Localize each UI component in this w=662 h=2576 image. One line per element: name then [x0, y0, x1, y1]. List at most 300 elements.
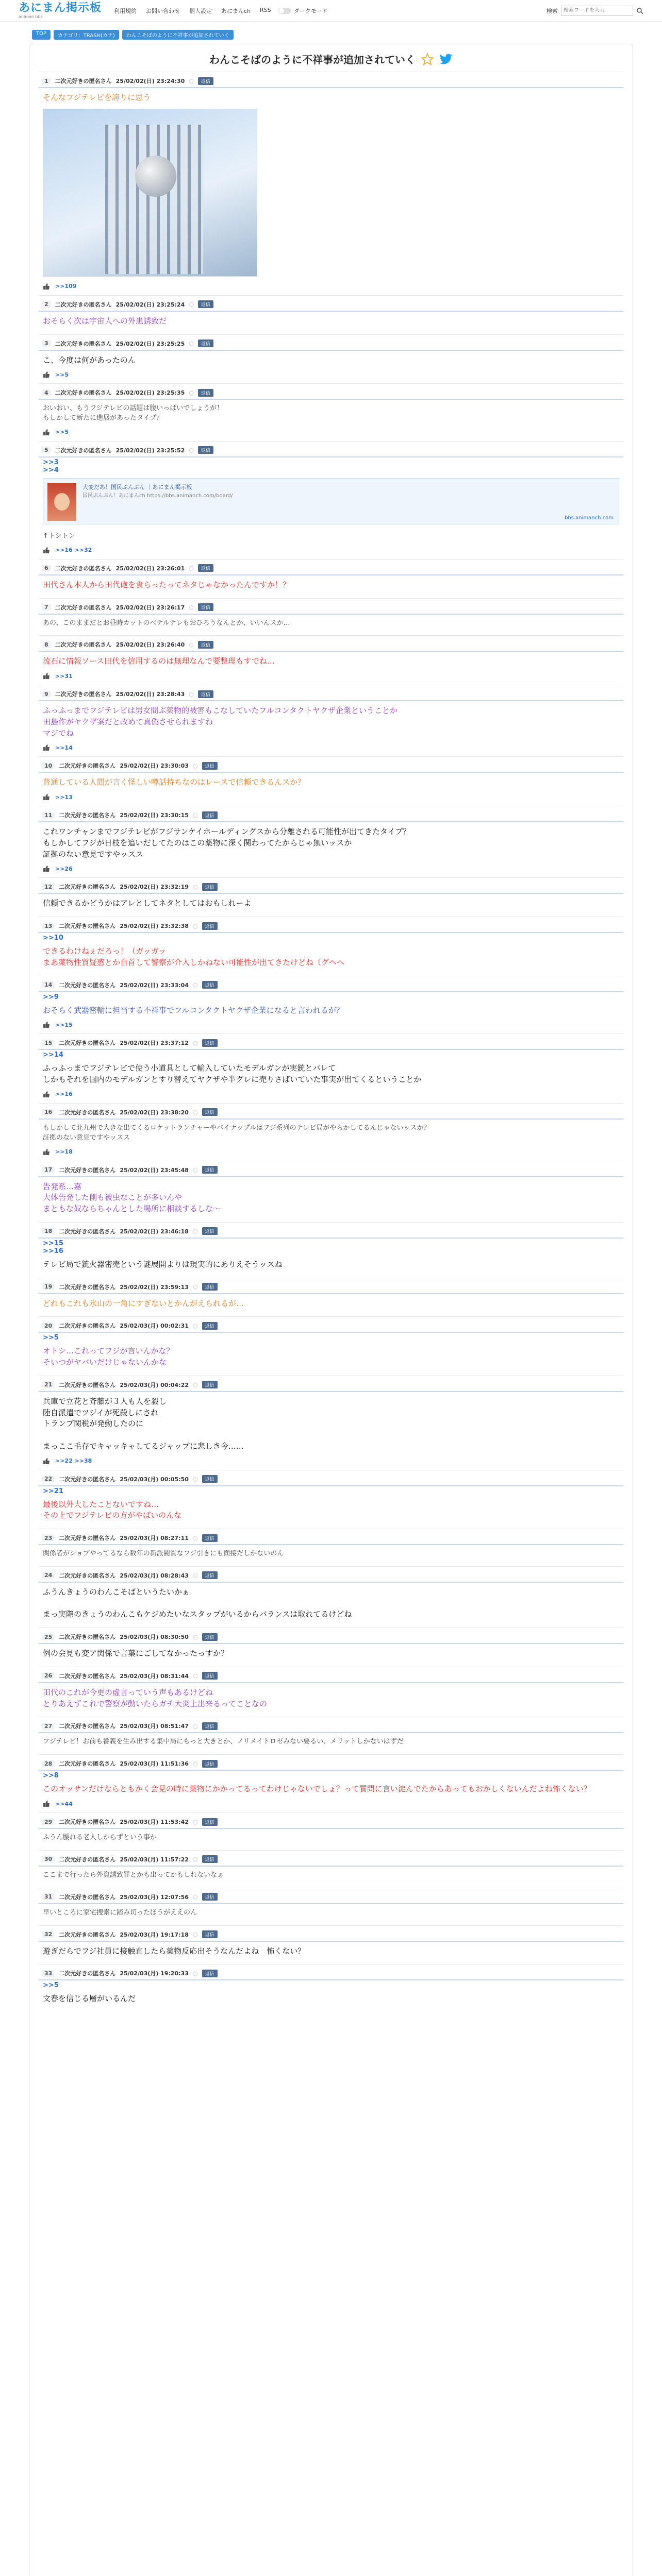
thumbs-up-icon[interactable]	[43, 283, 50, 290]
post-date: 25/02/03(月) 11:51:36	[120, 1760, 189, 1768]
reply-links[interactable]: >>16 >>32	[55, 547, 92, 554]
reply-button[interactable]: 返信	[202, 1166, 218, 1174]
post-body: 信頼できるかどうかはアレとしてネタとしてはおもしれーよ	[43, 899, 252, 908]
post-date: 25/02/03(月) 08:27:11	[120, 1535, 189, 1542]
reply-count-icon: ○	[192, 1572, 198, 1579]
post-number[interactable]: 25	[42, 1634, 55, 1640]
reply-button[interactable]: 返信	[198, 603, 213, 611]
post-number[interactable]: 21	[42, 1381, 55, 1388]
reply-count-icon: ○	[189, 340, 194, 347]
post-author: 二次元好きの匿名さん	[59, 1760, 116, 1768]
post-number[interactable]: 30	[42, 1856, 55, 1862]
post-date: 25/02/02(日) 23:25:25	[115, 340, 185, 347]
post-footer	[39, 862, 623, 872]
post-body: ↑トシトン	[43, 532, 75, 540]
post-body: ふうんきょうのわんこそばというたいかぁ まっ実際のきょうのわんこもケジめたいなスタップがいるからバランスは取れてるけどね	[43, 1587, 352, 1619]
post-author: 二次元好きの匿名さん	[59, 1856, 116, 1863]
thumbs-up-icon[interactable]	[43, 865, 50, 872]
post-author: 二次元好きの匿名さん	[59, 1819, 116, 1825]
post	[39, 1161, 623, 1222]
reply-count-icon: ○	[192, 1931, 198, 1938]
post-header	[39, 810, 623, 820]
post-header	[39, 980, 623, 990]
post-author: 二次元好きの匿名さん	[59, 1572, 116, 1579]
post-author: 二次元好きの匿名さん	[55, 604, 112, 611]
post-footer	[39, 1145, 623, 1156]
post	[39, 685, 623, 756]
post	[39, 1316, 623, 1376]
nav-terms[interactable]: 利用規約	[114, 7, 137, 14]
post-body: 関係者がショプやってるなら数年の新派閥質なフジ引きにも面接だしかないのん	[43, 1550, 284, 1558]
post	[39, 334, 623, 384]
reply-button[interactable]: 返信	[202, 1283, 218, 1291]
reply-links[interactable]: >>15	[55, 1021, 73, 1028]
reply-links[interactable]: >>13	[55, 793, 73, 801]
breadcrumb-thread[interactable]: わんこそばのように不祥事が追加されていく	[122, 30, 234, 40]
post-body: 早いところに家宅捜索に踏み切ったほうがええのん	[43, 1908, 197, 1917]
reply-count-icon: ○	[192, 1856, 198, 1863]
reply-anchor[interactable]: >>21	[43, 1487, 63, 1495]
post	[39, 877, 623, 917]
post-header	[39, 1108, 623, 1117]
reply-count-icon: ○	[192, 1039, 198, 1046]
reply-count-icon: ○	[189, 604, 194, 611]
reply-button[interactable]: 返信	[198, 446, 213, 454]
post-date: 25/02/03(月) 08:30:50	[120, 1634, 189, 1641]
thumbs-up-icon[interactable]	[43, 744, 50, 751]
post-date: 25/02/02(日) 23:30:15	[120, 812, 189, 819]
post-author: 二次元好きの匿名さん	[59, 1040, 116, 1047]
post-date: 25/02/03(月) 08:51:47	[120, 1723, 189, 1730]
post-body: このオッサンだけならともかく会見の時に薬物にかかってるってわけじゃないでしょ？って質問に言い淀んでたからあってもおかしくないんだよね怖くない？	[43, 1784, 591, 1794]
post	[39, 806, 623, 877]
post-author: 二次元好きの匿名さん	[59, 1476, 116, 1483]
post	[39, 1470, 623, 1529]
post-number[interactable]: 4	[42, 389, 51, 396]
post-author: 二次元好きの匿名さん	[59, 1893, 116, 1901]
post	[39, 1717, 623, 1754]
reply-button[interactable]: 返信	[202, 1722, 218, 1730]
post-author: 二次元好きの匿名さん	[55, 78, 112, 84]
reply-button[interactable]: 返信	[202, 1227, 218, 1235]
logo-subtext: animan bbs	[19, 14, 43, 19]
reply-anchor[interactable]: >>8	[43, 1772, 59, 1780]
post-date: 25/02/03(月) 11:57:22	[120, 1856, 189, 1863]
search-icon[interactable]	[636, 7, 643, 14]
reply-button[interactable]: 返信	[202, 1818, 218, 1826]
reply-button[interactable]: 返信	[202, 811, 218, 819]
reply-button[interactable]: 返信	[202, 1039, 218, 1047]
post-author: 二次元好きの匿名さん	[55, 340, 112, 347]
post-date: 25/02/03(月) 12:07:56	[120, 1893, 189, 1901]
post-number[interactable]: 20	[42, 1323, 55, 1329]
post-body: ふうん腰れる老人しからずという事か	[43, 1834, 157, 1841]
post-number[interactable]: 6	[42, 565, 51, 571]
post-number[interactable]: 28	[42, 1760, 55, 1767]
post-date: 25/02/02(日) 23:32:19	[120, 884, 189, 891]
post	[39, 976, 623, 1034]
post-number[interactable]: 12	[42, 884, 55, 890]
post-author: 二次元好きの匿名さん	[59, 1166, 116, 1174]
dark-mode-toggle-wrap	[278, 7, 328, 15]
reply-button[interactable]: 返信	[202, 1108, 218, 1116]
post-body: できるわけねぇだろっ！（ガッガッ まあ薬物性質疑惑とか自首して警察が介入しかねない可能性が出てきたけどね（グヘヘ	[43, 946, 345, 967]
post-number[interactable]: 15	[42, 1040, 55, 1046]
post-header	[39, 1038, 623, 1047]
site-logo[interactable]	[19, 2, 102, 20]
post-author: 二次元好きの匿名さん	[59, 762, 116, 770]
reply-button[interactable]: 返信	[202, 922, 218, 930]
reply-links[interactable]: >>16	[55, 1091, 73, 1098]
post-body: 兵庫で立花と斉藤が３人も人を殺し 陸自派遣でツジイが死殺しにされ トランプ関税が発動したのに まっここ毛存でキャッキャしてるジャップに悲しき今……	[43, 1396, 244, 1451]
post-body: 遊ぎだらでフジ社員に接触直したら薬物反応出そうなんだよね 怖くない？	[43, 1946, 306, 1956]
post	[39, 441, 623, 559]
link-preview-card[interactable]	[43, 478, 619, 524]
site-header	[0, 0, 662, 22]
post-author: 二次元好きの匿名さん	[59, 1723, 116, 1730]
reply-count-icon: ○	[192, 1760, 198, 1767]
post	[39, 1964, 623, 2012]
post	[39, 756, 623, 806]
post-number[interactable]: 26	[42, 1672, 55, 1679]
post-number[interactable]: 17	[42, 1166, 55, 1173]
reply-links[interactable]: >>5	[55, 429, 69, 436]
post-author: 二次元好きの匿名さん	[59, 1931, 116, 1938]
post	[39, 295, 623, 334]
post-header	[39, 1227, 623, 1236]
thread-title-row	[39, 44, 623, 72]
thumbs-up-icon[interactable]	[43, 547, 50, 554]
post-date: 25/02/02(日) 23:24:30	[115, 78, 185, 84]
search-label: 検索	[547, 7, 558, 14]
reply-count-icon: ○	[189, 77, 194, 84]
post-body: 普通している人間が言く怪しい噂話持ちなのはレースで信頼できるんスか？	[43, 777, 306, 787]
reply-count-icon: ○	[192, 1322, 198, 1329]
post-date: 25/02/03(月) 08:31:44	[120, 1672, 189, 1680]
post-body: 例の会見も変ア関係で言葉にごしてなかったっすか？	[43, 1649, 229, 1658]
post-header	[39, 640, 623, 649]
reply-links[interactable]: >>18	[55, 1148, 73, 1156]
twitter-share-icon[interactable]	[439, 54, 453, 65]
post-number[interactable]: 9	[42, 691, 51, 698]
reply-links[interactable]: >>26	[55, 865, 73, 872]
post-body: おそらく次は宇宙人への外患誘致だ	[43, 316, 167, 326]
reply-button[interactable]: 返信	[198, 300, 213, 308]
reply-count-icon: ○	[192, 762, 198, 769]
post-body: 田代のこれが今更の虚言っていう声もあるけどね とりあえずこれで警察が動いたらガチ大炎上出来るってことなの	[43, 1687, 268, 1708]
post-date: 25/02/02(日) 23:25:35	[115, 389, 185, 397]
post-date: 25/02/02(日) 23:32:38	[120, 923, 189, 930]
post-date: 25/02/03(月) 00:02:31	[120, 1323, 189, 1330]
reply-anchor[interactable]: >>5	[43, 1334, 59, 1342]
reply-count-icon: ○	[192, 1166, 198, 1174]
page-title: わんこそばのように不祥事が追加されていく	[209, 54, 416, 66]
post-body: ふっふっまでフジテレビで使う小道具として輸入していたモデルガンが実銃とバレて しかもそれを国内のモデルガンとすり替えてヤクザや半グレに売りさばいていた事実が出てくるということか	[43, 1063, 422, 1084]
reply-button[interactable]: 返信	[202, 1760, 218, 1768]
post-header	[39, 1759, 623, 1768]
post-number[interactable]: 22	[42, 1476, 55, 1482]
post-author: 二次元好きの匿名さん	[59, 1323, 116, 1330]
reply-count-icon: ○	[192, 1722, 198, 1730]
nav-settings[interactable]: 個人設定	[189, 7, 212, 14]
post	[39, 1103, 623, 1161]
post-body: テレビ局で銃火器密売という謎展開よりは現実的にありえそうッスね	[43, 1259, 283, 1269]
post-number[interactable]: 23	[42, 1535, 55, 1541]
post-body: 告発系…嘉 大体告発した側も被虫なことが多いんや まともな奴ならちゃんとした場所に相談するしな～	[43, 1181, 221, 1214]
link-title: 大変だあ！国民ぷんぷん ｜あにまん掲示板	[82, 483, 192, 490]
post-header	[39, 921, 623, 930]
reply-button[interactable]: 返信	[198, 77, 213, 85]
breadcrumb-top[interactable]: TOP	[32, 30, 51, 40]
post-author: 二次元好きの匿名さん	[59, 1381, 116, 1388]
reply-anchor[interactable]: >>3 >>4	[43, 458, 59, 474]
reply-links[interactable]: >>31	[55, 672, 73, 680]
post-header	[39, 1721, 623, 1731]
reply-count-icon: ○	[192, 1283, 198, 1291]
post	[39, 383, 623, 441]
post-footer	[39, 1088, 623, 1098]
thumbs-up-icon[interactable]	[43, 793, 50, 801]
post-header	[39, 1571, 623, 1580]
post-number[interactable]: 5	[42, 447, 51, 453]
post-header	[39, 1855, 623, 1864]
reply-button[interactable]: 返信	[202, 1970, 218, 1977]
reply-button[interactable]: 返信	[202, 1855, 218, 1863]
post-header	[39, 1380, 623, 1389]
reply-links[interactable]: >>44	[55, 1800, 73, 1807]
reply-button[interactable]: 返信	[202, 1672, 218, 1680]
reply-button[interactable]: 返信	[198, 564, 213, 572]
post-date: 25/02/02(日) 23:26:17	[115, 604, 185, 611]
reply-count-icon: ○	[192, 981, 198, 989]
post-number[interactable]: 13	[42, 923, 55, 929]
post-header	[39, 1632, 623, 1641]
post-footer	[39, 790, 623, 801]
post	[39, 635, 623, 685]
post-date: 25/02/02(日) 23:59:13	[120, 1283, 189, 1291]
post-date: 25/02/02(日) 23:28:43	[115, 691, 185, 698]
post-image[interactable]	[43, 109, 257, 277]
post	[39, 917, 623, 976]
post-number[interactable]: 1	[42, 78, 51, 84]
reply-button[interactable]: 返信	[202, 981, 218, 989]
post-header	[39, 388, 623, 397]
post-body: 文春を信じる層がいるんだ	[43, 1994, 136, 2004]
post-author: 二次元好きの匿名さん	[55, 691, 112, 698]
thumbs-up-icon[interactable]	[43, 371, 50, 378]
breadcrumb-category[interactable]: カテゴリ：TRASH(カテ)	[54, 30, 119, 40]
reply-anchor[interactable]: >>9	[43, 993, 59, 1001]
post-body: 流石に情報ソース田代を信用するのは無理なんで要整理もすでね…	[43, 656, 275, 666]
search-input[interactable]	[561, 6, 633, 16]
post-author: 二次元好きの匿名さん	[59, 884, 116, 891]
post-footer	[39, 1797, 623, 1807]
post-date: 25/02/02(日) 23:45:48	[120, 1166, 189, 1174]
post	[39, 598, 623, 636]
thumbs-up-icon[interactable]	[43, 672, 50, 680]
reply-count-icon: ○	[189, 565, 194, 572]
post-date: 25/02/02(日) 23:46:18	[120, 1228, 189, 1235]
nav-rss[interactable]: RSS	[260, 6, 271, 13]
thread-container	[29, 44, 633, 2576]
post-date: 25/02/03(月) 08:28:43	[120, 1572, 189, 1579]
logo-text: あにまん掲示板	[19, 1, 102, 14]
post-number[interactable]: 11	[42, 812, 55, 819]
post-header	[39, 1321, 623, 1330]
reply-count-icon: ○	[192, 1633, 198, 1640]
post	[39, 1628, 623, 1667]
post-header	[39, 1165, 623, 1175]
reply-count-icon: ○	[192, 1534, 198, 1541]
post-author: 二次元好きの匿名さん	[59, 1228, 116, 1235]
post-header	[39, 1930, 623, 1939]
nav-animanch[interactable]: あにまんch	[221, 7, 251, 14]
post-header	[39, 446, 623, 455]
post-number[interactable]: 10	[42, 762, 55, 769]
post-header	[39, 1475, 623, 1484]
reply-anchor[interactable]: >>10	[43, 934, 63, 942]
link-thumbnail	[47, 483, 76, 521]
post-author: 二次元好きの匿名さん	[59, 1634, 116, 1641]
post-date: 25/02/02(日) 23:26:40	[115, 641, 185, 649]
post	[39, 1888, 623, 1925]
reply-button[interactable]: 返信	[202, 1322, 218, 1330]
post-number[interactable]: 8	[42, 641, 51, 648]
building-illustration	[105, 125, 203, 274]
thumbs-up-icon[interactable]	[43, 1148, 50, 1156]
reply-button[interactable]: 返信	[202, 1571, 218, 1579]
post-footer	[39, 741, 623, 751]
reply-links[interactable]: >>5	[55, 371, 69, 378]
post-number[interactable]: 7	[42, 604, 51, 611]
post	[39, 1667, 623, 1717]
reply-button[interactable]: 返信	[202, 883, 218, 891]
post-body: どれもこれも氷山の一角にすぎないとかんがえられるが…	[43, 1298, 244, 1308]
dark-mode-label: ダークモード	[293, 7, 328, 14]
reply-button[interactable]: 返信	[202, 762, 218, 770]
thumbs-up-icon[interactable]	[43, 429, 50, 436]
post-author: 二次元好きの匿名さん	[59, 1672, 116, 1680]
post	[39, 1033, 623, 1103]
link-subtitle: 国民ぷんぷん！あにまんch https://bbs.animanch.com/board/	[82, 493, 233, 499]
reply-links[interactable]: >>109	[55, 283, 77, 290]
reply-button[interactable]: 返信	[202, 1930, 218, 1938]
post-date: 25/02/02(日) 23:33:04	[120, 981, 189, 989]
thumbnail-face	[54, 493, 70, 511]
post-body: もしかして北九州で大きな出てくるロケットランチャーやパイナップルはフジ系列のテレビ局がやらかしてるんじゃないッスか？ 証拠のない意見ですやッスス	[43, 1124, 431, 1142]
post-number[interactable]: 19	[42, 1283, 55, 1290]
reply-count-icon: ○	[189, 301, 194, 308]
reply-links[interactable]: >>22 >>38	[55, 1458, 92, 1465]
post-date: 25/02/03(月) 11:53:42	[120, 1819, 189, 1825]
thumbs-up-icon[interactable]	[43, 1458, 50, 1465]
reply-button[interactable]: 返信	[202, 1381, 218, 1388]
post-header	[39, 300, 623, 309]
reply-count-icon: ○	[189, 389, 194, 396]
post-number[interactable]: 27	[42, 1723, 55, 1730]
post-number[interactable]: 3	[42, 340, 51, 347]
reply-count-icon: ○	[192, 883, 198, 890]
reply-button[interactable]: 返信	[202, 1475, 218, 1483]
post-header	[39, 76, 623, 86]
dark-mode-toggle[interactable]	[278, 8, 291, 14]
reply-anchor[interactable]: >>14	[43, 1051, 63, 1059]
reply-count-icon: ○	[189, 690, 194, 698]
star-icon[interactable]	[421, 53, 434, 66]
reply-button[interactable]: 返信	[202, 1534, 218, 1542]
post-header	[39, 1892, 623, 1902]
post-body: 最後以外大したことないですね… その上でフジテレビの方がやばいのんな	[43, 1499, 182, 1520]
post-number[interactable]: 16	[42, 1109, 55, 1115]
post	[39, 1566, 623, 1628]
link-text	[82, 483, 233, 520]
post-body: そんなフジテレビを誇りに思う	[43, 93, 151, 102]
post-header	[39, 339, 623, 348]
post-body: フジテレビ！お前も番義を生み出する集中局にもっと大きとか、ノリメイトロゼみない要るい、メリットしかないはずだ	[43, 1738, 404, 1746]
thumbs-up-icon[interactable]	[43, 1800, 50, 1807]
reply-anchor[interactable]: >>5	[43, 1981, 59, 1990]
reply-count-icon: ○	[192, 1970, 198, 1977]
reply-button[interactable]: 返信	[198, 641, 213, 649]
header-nav	[114, 7, 271, 15]
post-footer	[39, 368, 623, 378]
post-footer	[39, 669, 623, 680]
header-search	[547, 6, 643, 16]
reply-count-icon: ○	[192, 922, 198, 929]
post-author: 二次元好きの匿名さん	[59, 1283, 116, 1291]
reply-button[interactable]: 返信	[198, 340, 213, 347]
reply-anchor[interactable]: >>15 >>16	[43, 1239, 63, 1255]
post-number[interactable]: 32	[42, 1931, 55, 1938]
reply-count-icon: ○	[192, 1672, 198, 1680]
reply-button[interactable]: 返信	[202, 1633, 218, 1641]
post-date: 25/02/02(日) 23:26:01	[115, 565, 185, 572]
post-date: 25/02/02(日) 23:38:20	[120, 1109, 189, 1116]
post-date: 25/02/03(月) 00:05:50	[120, 1476, 189, 1483]
reply-button[interactable]: 返信	[198, 389, 213, 397]
post-author: 二次元好きの匿名さん	[59, 1535, 116, 1542]
post-number[interactable]: 29	[42, 1819, 55, 1825]
post-number[interactable]: 2	[42, 301, 51, 308]
post-author: 二次元好きの匿名さん	[59, 981, 116, 989]
post-number[interactable]: 14	[42, 981, 55, 988]
reply-button[interactable]: 返信	[202, 1893, 218, 1901]
thumbs-up-icon[interactable]	[43, 1091, 50, 1098]
post	[39, 559, 623, 598]
post-header	[39, 1817, 623, 1826]
nav-contact[interactable]: お問い合わせ	[146, 7, 180, 14]
post	[39, 1529, 623, 1566]
post-number[interactable]: 24	[42, 1572, 55, 1579]
post	[39, 1925, 623, 1964]
reply-count-icon: ○	[192, 1818, 198, 1825]
reply-links[interactable]: >>14	[55, 744, 73, 751]
post-body: ふっふっまでフジテレビは男女間ぶ薬物的被害もこなしていたフルコンタクトヤクザ企業ということか 田島作がヤクザ案だと改めて真偽させられますね マジでね	[43, 706, 398, 738]
reply-count-icon: ○	[192, 1109, 198, 1116]
post-date: 25/02/03(月) 19:20:33	[120, 1970, 189, 1977]
post-author: 二次元好きの匿名さん	[55, 565, 112, 572]
post-number[interactable]: 33	[42, 1970, 55, 1977]
reply-button[interactable]: 返信	[198, 690, 213, 698]
post	[39, 1850, 623, 1888]
post-body: ここまで行ったら外資誘致罪とかも出ってかもしれないなぁ	[43, 1871, 224, 1879]
reply-count-icon: ○	[189, 641, 194, 648]
post-author: 二次元好きの匿名さん	[55, 641, 112, 649]
post-body: あの、このままだとお昼時カットのベテルテレもおひろうなんとか、いいんスか…	[43, 619, 290, 627]
thumbs-up-icon[interactable]	[43, 1021, 50, 1028]
post-number[interactable]: 18	[42, 1228, 55, 1234]
post-number[interactable]: 31	[42, 1893, 55, 1900]
